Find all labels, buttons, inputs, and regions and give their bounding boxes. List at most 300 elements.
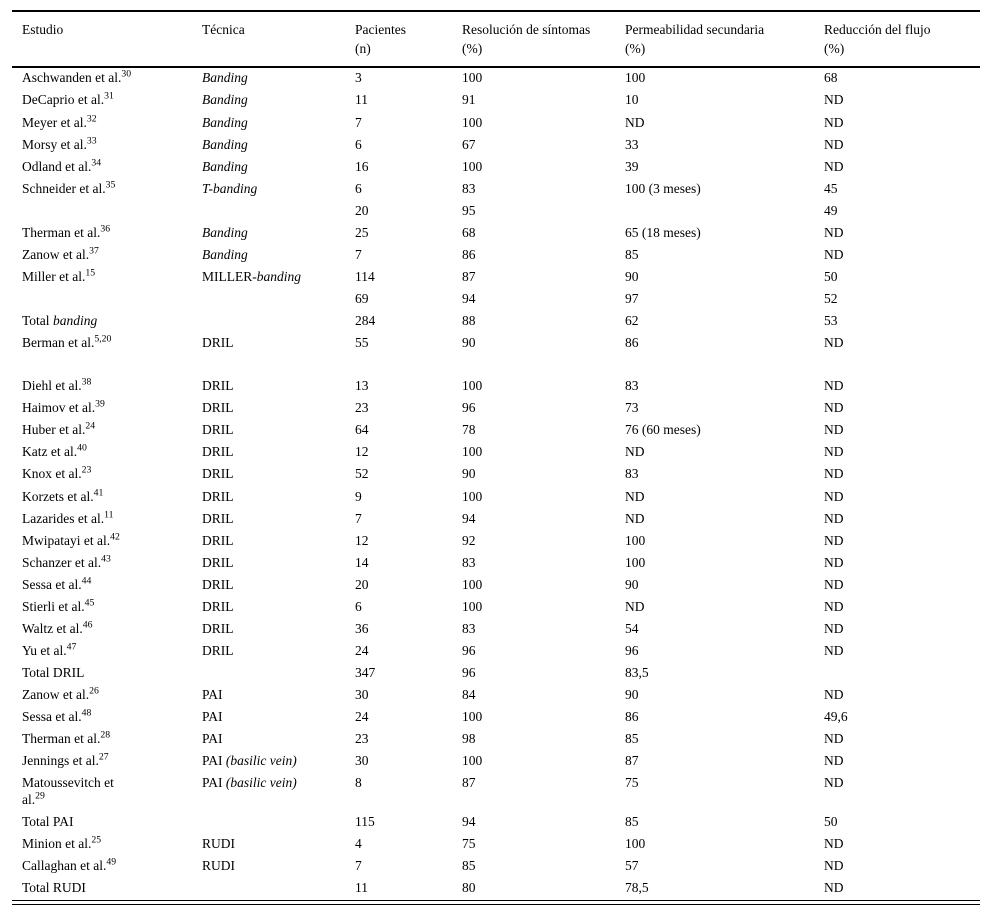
cell-flow: ND (824, 731, 844, 747)
table-row (12, 266, 980, 288)
cell-technique (202, 662, 355, 684)
citation-ref: 36 (100, 223, 111, 235)
table-row (12, 67, 980, 90)
header-permeabilidad (625, 11, 824, 67)
text-segment: (basilic vein) (225, 775, 297, 791)
cell-resolution: 90 (462, 466, 476, 482)
cell-flow: 68 (824, 70, 838, 86)
text-segment: Sessa et al. (22, 576, 82, 592)
header-row (12, 11, 980, 67)
table-row (12, 134, 980, 156)
cell-resolution: 94 (462, 291, 476, 306)
text-segment: Diehl et al. (22, 378, 82, 394)
cell-study (12, 751, 202, 773)
header-line: Técnica (202, 22, 245, 37)
cell-flow: ND (824, 444, 844, 460)
cell-technique (202, 834, 355, 856)
cell-flow: ND (824, 378, 844, 394)
cell-study (12, 552, 202, 574)
cell-patients: 115 (355, 814, 375, 830)
cell-resolution: 96 (462, 642, 476, 658)
cell-flow: 53 (824, 313, 838, 329)
cell-patients: 14 (355, 554, 369, 570)
citation-ref: 28 (100, 729, 111, 741)
cell-technique (202, 729, 355, 751)
cell-permeability: 78,5 (625, 880, 649, 896)
cell-technique (202, 134, 355, 156)
cell-technique (202, 508, 355, 530)
table-row (12, 878, 980, 901)
header-line: Resolución de síntomas (462, 22, 591, 37)
table-row (12, 112, 980, 134)
text-segment: DRIL (202, 378, 234, 394)
cell-resolution: 67 (462, 136, 476, 152)
citation-ref: 11 (104, 509, 114, 521)
cell-resolution: 78 (462, 422, 476, 438)
cell-study (12, 420, 202, 442)
table-row (12, 222, 980, 244)
cell-permeability: 85 (625, 814, 639, 830)
cell-technique (202, 112, 355, 134)
text-segment: DRIL (202, 510, 234, 526)
table-row (12, 729, 980, 751)
table-row (12, 398, 980, 420)
text-segment: DRIL (202, 444, 234, 460)
text-segment: DRIL (202, 335, 234, 351)
citation-ref: 31 (104, 90, 114, 102)
header-pacientes (355, 11, 462, 67)
cell-patients: 7 (355, 510, 362, 526)
cell-technique (202, 156, 355, 178)
cell-patients: 20 (355, 202, 369, 218)
cell-study (12, 574, 202, 596)
cell-flow: 45 (824, 180, 838, 196)
cell-permeability: 76 (60 meses) (625, 422, 701, 438)
table-row (12, 156, 980, 178)
cell-permeability: 100 (625, 70, 646, 86)
cell-study (12, 530, 202, 552)
cell-permeability: 87 (625, 753, 639, 769)
text-segment: Huber et al. (22, 422, 86, 438)
text-segment: Banding (202, 92, 248, 108)
cell-flow: ND (824, 136, 844, 152)
cell-resolution: 87 (462, 268, 476, 284)
cell-permeability: 100 (625, 532, 646, 548)
cell-technique (202, 618, 355, 640)
cell-patients: 20 (355, 576, 369, 592)
cell-permeability: 65 (18 meses) (625, 224, 701, 240)
cell-technique (202, 684, 355, 706)
text-segment: DRIL (202, 554, 234, 570)
text-segment: DRIL (202, 620, 234, 636)
cell-study (12, 376, 202, 398)
cell-study (12, 486, 202, 508)
cell-permeability: 90 (625, 268, 639, 284)
cell-flow: ND (824, 246, 844, 262)
cell-permeability: 62 (625, 313, 639, 329)
cell-permeability: 10 (625, 92, 639, 108)
text-segment: Odland et al. (22, 158, 92, 174)
text-segment: banding (52, 313, 98, 329)
cell-flow: ND (824, 753, 844, 769)
cell-technique (202, 530, 355, 552)
text-segment: Lazarides et al. (22, 510, 105, 526)
citation-ref: 15 (85, 267, 96, 279)
cell-permeability: ND (625, 114, 645, 130)
cell-patients: 69 (355, 291, 369, 306)
cell-resolution: 88 (462, 313, 476, 329)
header-line: Pacientes (355, 22, 406, 37)
cell-technique (202, 310, 355, 332)
cell-patients: 6 (355, 136, 362, 152)
citation-ref: 39 (95, 398, 105, 410)
cell-technique (202, 751, 355, 773)
cell-technique (202, 333, 355, 355)
cell-resolution: 75 (462, 836, 476, 852)
cell-permeability: 83 (625, 466, 639, 482)
cell-resolution: 90 (462, 335, 476, 351)
cell-study (12, 834, 202, 856)
cell-resolution: 96 (462, 400, 476, 416)
citation-ref: 46 (82, 619, 93, 631)
text-segment: Knox et al. (22, 466, 82, 482)
table-row (12, 684, 980, 706)
studies-table-wrapper (12, 10, 980, 905)
text-segment: Jennings et al. (22, 753, 99, 769)
cell-study (12, 684, 202, 706)
text-segment: Mwipatayi et al. (22, 532, 111, 548)
text-segment: Haimov et al. (22, 400, 96, 416)
header-resolucion (462, 11, 625, 67)
cell-flow: ND (824, 114, 844, 130)
cell-patients: 30 (355, 753, 369, 769)
cell-study (12, 333, 202, 355)
cell-technique (202, 812, 355, 834)
text-segment: Total DRIL (22, 665, 85, 680)
cell-resolution: 68 (462, 224, 476, 240)
cell-resolution: 100 (462, 444, 483, 460)
cell-study (12, 508, 202, 530)
text-segment: DRIL (202, 400, 234, 416)
cell-permeability: 100 (625, 836, 646, 852)
cell-permeability: 57 (625, 858, 639, 874)
cell-permeability: 83,5 (625, 665, 649, 680)
cell-permeability: 85 (625, 246, 639, 262)
citation-ref: 45 (84, 597, 95, 609)
cell-study (12, 707, 202, 729)
text-segment: Morsy et al. (22, 136, 87, 152)
cell-study (12, 640, 202, 662)
cell-permeability: 83 (625, 378, 639, 394)
table-row (12, 178, 980, 200)
cell-permeability: 100 (625, 554, 646, 570)
text-segment: Katz et al. (22, 444, 78, 460)
text-segment: Aschwanden et al. (22, 70, 122, 86)
cell-patients: 114 (355, 268, 375, 284)
text-segment: DRIL (202, 532, 234, 548)
cell-technique (202, 222, 355, 244)
table-row (12, 640, 980, 662)
text-segment: (basilic vein) (225, 753, 297, 769)
cell-flow: 50 (824, 814, 838, 830)
text-segment: Yu et al. (22, 642, 67, 658)
cell-flow: ND (824, 554, 844, 570)
table-row (12, 834, 980, 856)
table-row (12, 574, 980, 596)
cell-patients: 52 (355, 466, 369, 482)
cell-flow: 49 (824, 202, 838, 218)
citation-ref: 42 (110, 531, 120, 543)
cell-resolution: 100 (462, 753, 483, 769)
text-segment: Total PAI (22, 814, 74, 830)
spacer-row (12, 355, 980, 376)
table-row (12, 200, 980, 222)
table-row (12, 486, 980, 508)
cell-study (12, 773, 202, 812)
cell-flow: ND (824, 335, 844, 351)
cell-study (12, 266, 202, 288)
table-row (12, 662, 980, 684)
cell-resolution: 100 (462, 576, 483, 592)
cell-patients: 23 (355, 731, 369, 747)
cell-flow: ND (824, 488, 844, 504)
text-segment: banding (256, 268, 302, 284)
cell-technique (202, 856, 355, 878)
text-segment: Berman et al. (22, 335, 95, 351)
cell-study (12, 662, 202, 684)
cell-patients: 284 (355, 313, 376, 329)
text-segment: RUDI (202, 836, 235, 852)
cell-resolution: 85 (462, 858, 476, 874)
table-row (12, 751, 980, 773)
header-line: (%) (462, 40, 483, 56)
cell-study (12, 442, 202, 464)
citation-ref: 44 (81, 575, 92, 587)
text-segment: Zanow et al. (22, 246, 90, 262)
citation-ref: 23 (81, 464, 92, 476)
cell-resolution: 100 (462, 488, 483, 504)
cell-patients: 347 (355, 665, 376, 680)
text-segment: PAI (202, 731, 223, 747)
cell-flow: ND (824, 642, 844, 658)
studies-table (12, 10, 980, 901)
cell-patients: 3 (355, 70, 362, 86)
table-row (12, 856, 980, 878)
cell-flow: ND (824, 775, 844, 791)
cell-resolution: 83 (462, 620, 476, 636)
cell-patients: 23 (355, 400, 369, 416)
table-row (12, 812, 980, 834)
table-row (12, 310, 980, 332)
cell-patients: 7 (355, 114, 362, 130)
header-line: (%) (824, 40, 845, 56)
text-segment: Banding (202, 70, 248, 86)
cell-patients: 8 (355, 775, 362, 791)
text-segment: Therman et al. (22, 224, 101, 240)
text-segment: Total RUDI (22, 880, 86, 896)
cell-resolution: 100 (462, 114, 483, 130)
text-segment: Banding (202, 114, 248, 130)
citation-ref: 49 (106, 856, 117, 868)
text-segment: Sessa et al. (22, 709, 82, 725)
text-segment: PAI (202, 687, 223, 703)
cell-technique (202, 640, 355, 662)
cell-study (12, 464, 202, 486)
cell-technique (202, 442, 355, 464)
text-segment: Banding (202, 224, 248, 240)
cell-study (12, 856, 202, 878)
cell-patients: 6 (355, 598, 362, 614)
cell-study (12, 398, 202, 420)
cell-patients: 16 (355, 158, 369, 174)
cell-resolution: 95 (462, 202, 476, 218)
cell-technique (202, 773, 355, 812)
citation-ref: 26 (89, 685, 99, 697)
cell-flow: ND (824, 158, 844, 174)
citation-ref: 43 (101, 553, 111, 565)
text-segment: Meyer et al. (22, 114, 87, 130)
cell-patients: 11 (355, 880, 368, 896)
cell-permeability: ND (625, 488, 645, 504)
cell-resolution: 83 (462, 180, 476, 196)
cell-permeability: 86 (625, 709, 639, 725)
cell-technique (202, 420, 355, 442)
cell-study (12, 618, 202, 640)
table-row (12, 773, 980, 812)
cell-patients: 12 (355, 532, 369, 548)
cell-study (12, 288, 202, 310)
cell-resolution: 100 (462, 70, 483, 86)
cell-permeability: 75 (625, 775, 639, 791)
cell-patients: 36 (355, 620, 369, 636)
cell-patients: 55 (355, 335, 369, 351)
table-row (12, 90, 980, 112)
cell-permeability: ND (625, 444, 645, 460)
cell-technique (202, 244, 355, 266)
cell-permeability: 96 (625, 642, 639, 658)
text-segment: Zanow et al. (22, 687, 90, 703)
cell-technique (202, 376, 355, 398)
table-row (12, 442, 980, 464)
header-line: (%) (625, 40, 646, 56)
cell-study (12, 90, 202, 112)
table-row (12, 707, 980, 729)
table-body (12, 67, 980, 901)
cell-technique (202, 486, 355, 508)
cell-resolution: 94 (462, 510, 476, 526)
cell-technique (202, 707, 355, 729)
text-segment: DeCaprio et al. (22, 92, 105, 108)
header-reduccion (824, 11, 980, 67)
cell-flow: ND (824, 466, 844, 482)
text-segment: MILLER- (202, 268, 257, 284)
citation-ref: 40 (77, 442, 87, 454)
cell-patients: 7 (355, 858, 362, 874)
header-estudio (12, 11, 202, 67)
cell-resolution: 100 (462, 378, 483, 394)
cell-permeability: 73 (625, 400, 639, 416)
cell-permeability: ND (625, 598, 645, 614)
text-segment: T-banding (202, 180, 258, 196)
cell-resolution: 94 (462, 814, 476, 830)
table-row (12, 464, 980, 486)
cell-flow: ND (824, 598, 844, 614)
cell-patients: 7 (355, 246, 362, 262)
cell-technique (202, 67, 355, 90)
citation-ref: 24 (85, 420, 96, 432)
citation-ref: 38 (81, 376, 92, 388)
cell-study (12, 878, 202, 901)
text-segment: PAI (202, 753, 226, 769)
text-segment: al. (22, 792, 36, 808)
text-segment: DRIL (202, 576, 234, 592)
cell-flow (824, 662, 980, 684)
text-segment: Waltz et al. (22, 620, 83, 636)
cell-patients: 30 (355, 687, 369, 703)
citation-ref: 35 (105, 179, 116, 191)
cell-study (12, 310, 202, 332)
text-segment: Callaghan et al. (22, 858, 107, 874)
cell-flow: ND (824, 422, 844, 438)
cell-permeability: 86 (625, 335, 639, 351)
cell-study (12, 112, 202, 134)
cell-flow: ND (824, 880, 844, 896)
cell-technique (202, 596, 355, 618)
cell-permeability: 97 (625, 291, 639, 306)
text-segment: DRIL (202, 466, 234, 482)
citation-ref: 5,20 (94, 333, 112, 345)
cell-flow: ND (824, 400, 844, 416)
table-row (12, 508, 980, 530)
cell-patients: 24 (355, 642, 369, 658)
cell-patients: 11 (355, 92, 368, 108)
text-segment: DRIL (202, 488, 234, 504)
cell-study (12, 178, 202, 200)
cell-patients: 13 (355, 378, 369, 394)
citation-ref: 33 (86, 135, 97, 147)
text-segment: PAI (202, 709, 223, 725)
cell-flow: ND (824, 510, 844, 526)
cell-permeability: 33 (625, 136, 639, 152)
table-row (12, 618, 980, 640)
text-segment: Total (22, 313, 53, 329)
citation-ref: 34 (91, 157, 102, 169)
cell-flow: 52 (824, 291, 838, 306)
cell-study (12, 156, 202, 178)
cell-resolution: 84 (462, 687, 476, 703)
cell-resolution: 96 (462, 665, 476, 680)
text-segment: Banding (202, 136, 248, 152)
text-segment: DRIL (202, 422, 234, 438)
cell-permeability: 90 (625, 576, 639, 592)
cell-flow: ND (824, 224, 844, 240)
cell-patients: 9 (355, 488, 362, 504)
cell-technique (202, 266, 355, 288)
cell-study (12, 729, 202, 751)
cell-patients: 12 (355, 444, 369, 460)
cell-resolution: 100 (462, 158, 483, 174)
cell-permeability: 54 (625, 620, 639, 636)
cell-flow: ND (824, 92, 844, 108)
table-row (12, 288, 980, 310)
cell-flow: ND (824, 858, 844, 874)
table-row (12, 552, 980, 574)
cell-permeability (625, 200, 824, 222)
cell-resolution: 83 (462, 554, 476, 570)
cell-patients: 25 (355, 224, 369, 240)
table-row (12, 333, 980, 355)
table-row (12, 420, 980, 442)
